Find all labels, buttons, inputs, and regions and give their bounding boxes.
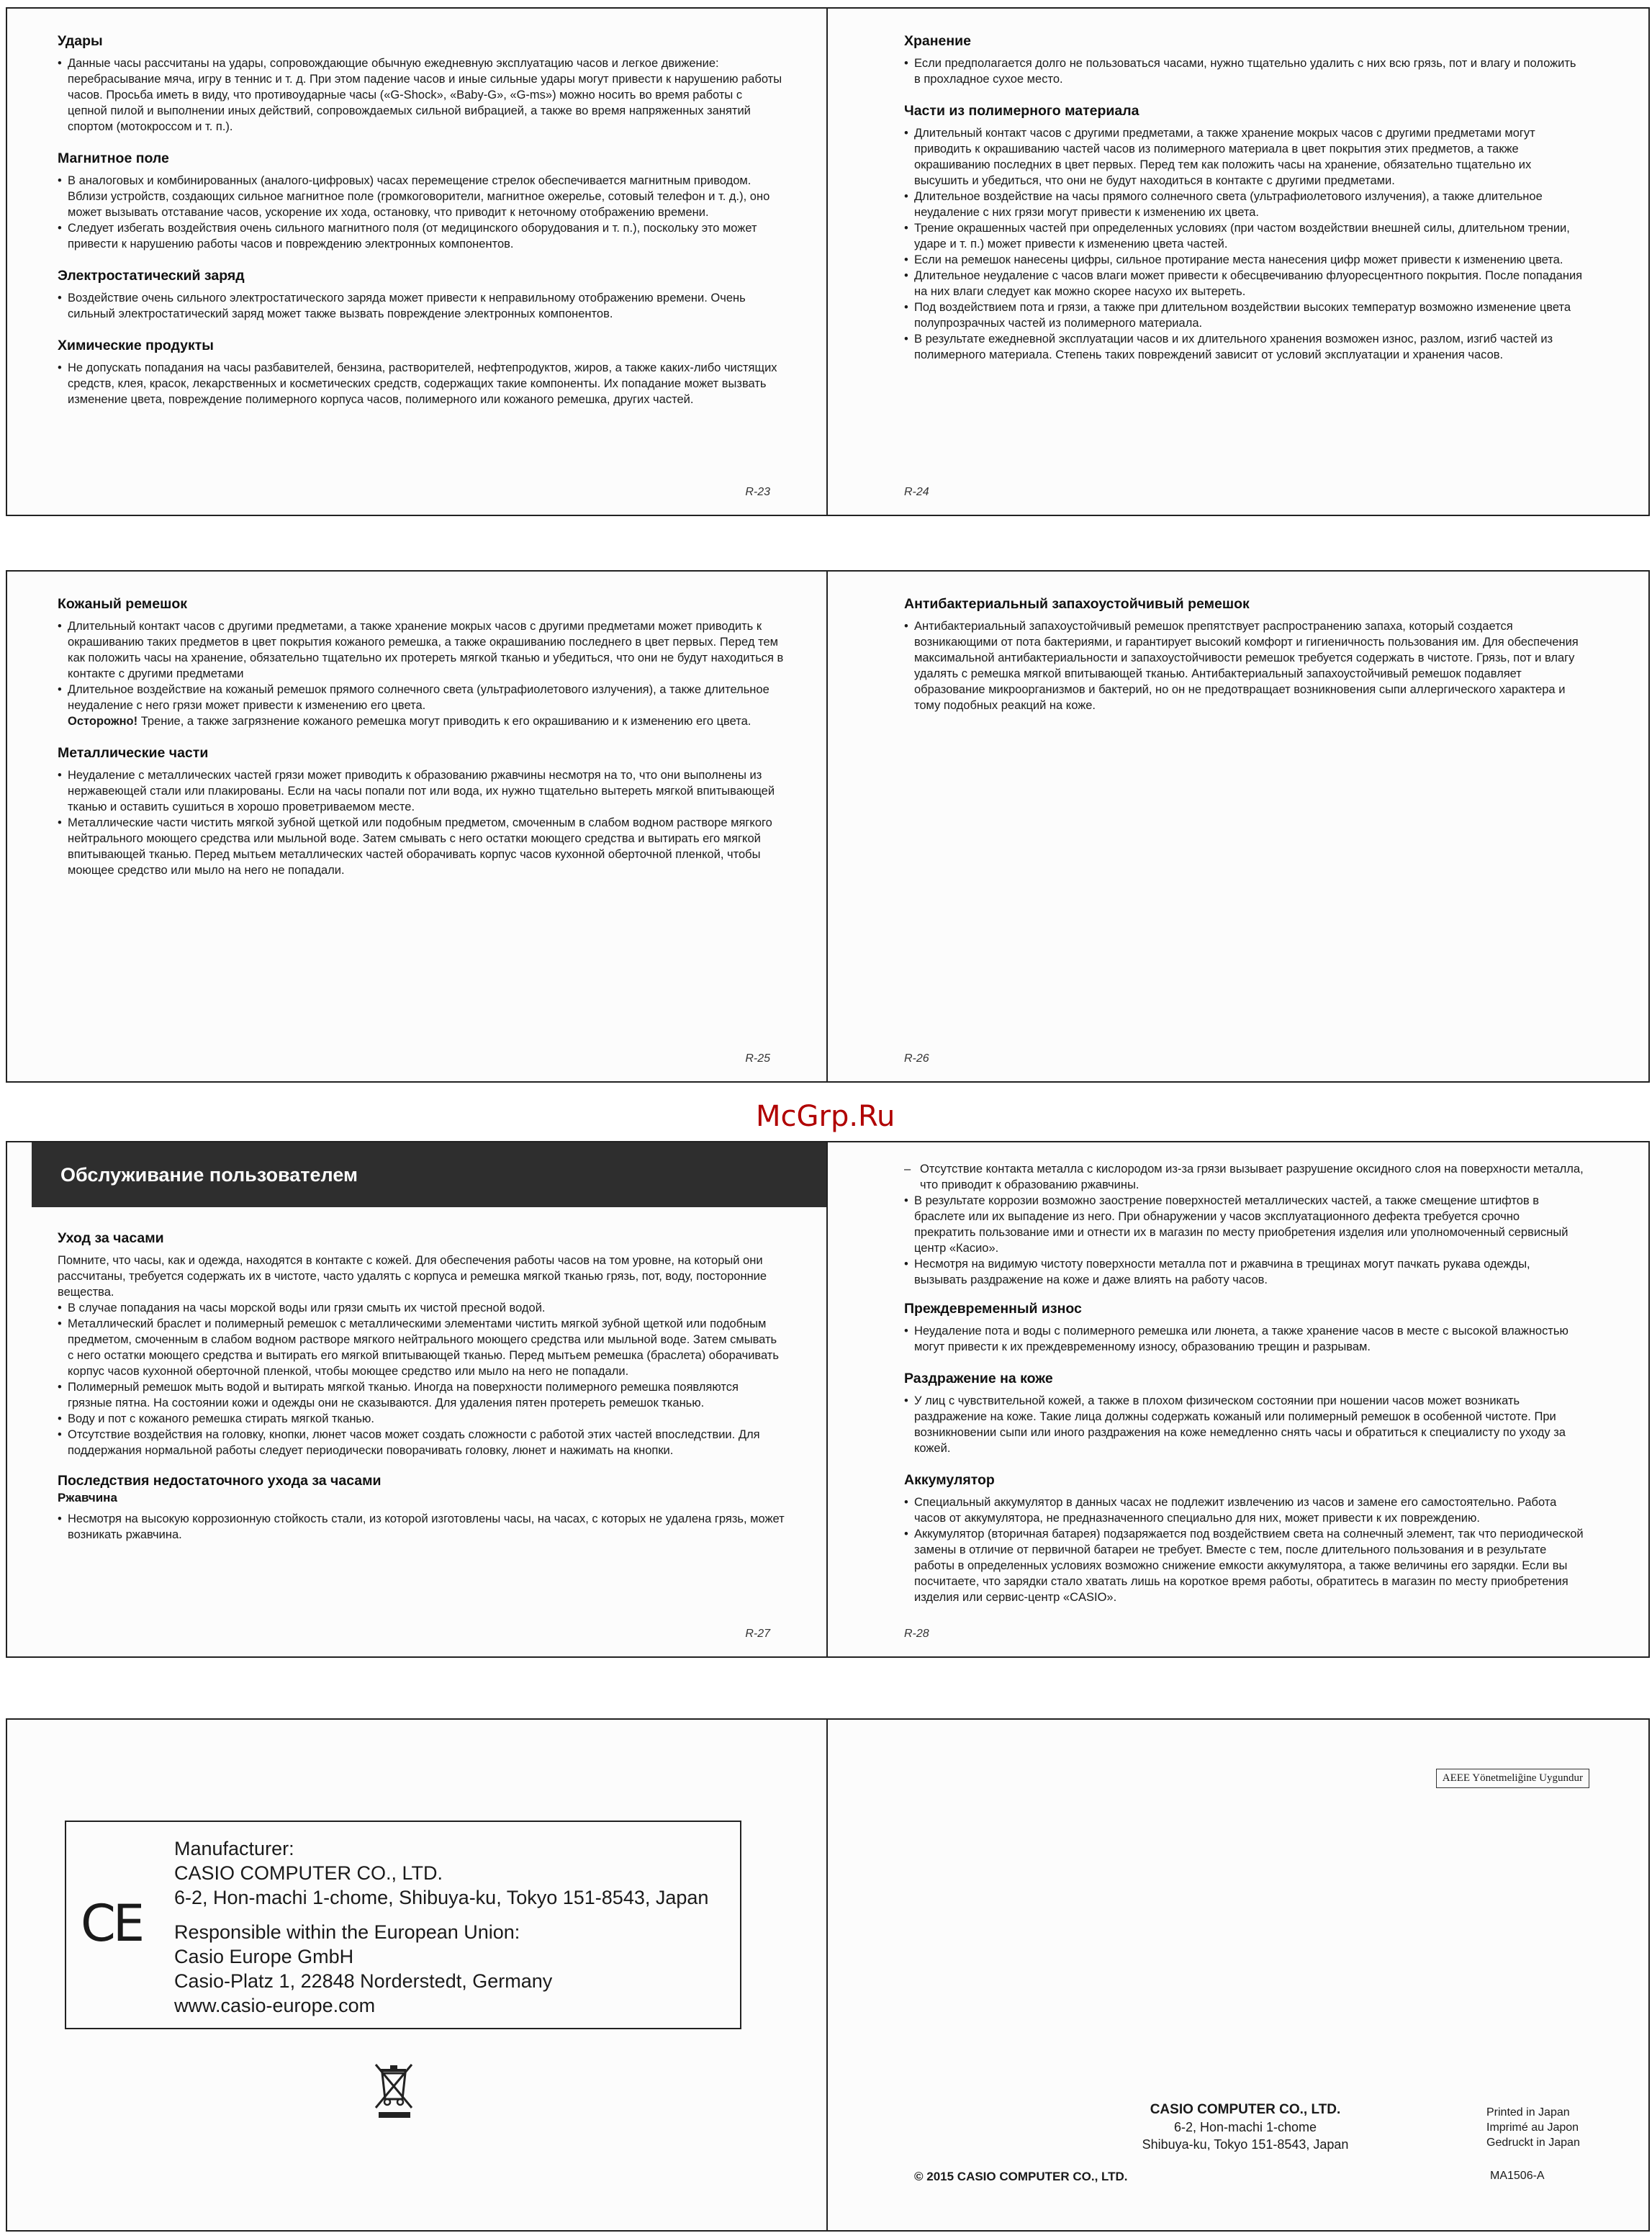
bullet-list — [904, 1494, 1584, 1605]
section-title: Металлические части — [58, 745, 209, 761]
address-line: Shibuya-ku, Tokyo 151-8543, Japan — [1142, 2137, 1349, 2152]
text-line: Casio Europe GmbH — [174, 1946, 354, 1967]
warning-text: Трение, а также загрязнение кожаного ремешка могут приводить к его окрашиванию и к изменению его цвета. — [137, 715, 751, 728]
page-r28-content — [904, 1161, 1584, 1621]
list-item: • Под воздействием пота и грязи, а также при длительном воздействии высоких температур возможно изменение цвета полупрозрачных частей из полимерного материала. — [904, 299, 1584, 331]
section-title: Кожаный ремешок — [58, 596, 187, 612]
manual-code: MA1506-A — [1490, 2170, 1545, 2182]
section — [904, 1301, 1584, 1355]
list-item: • В аналоговых и комбинированных (аналого-цифровых) часах перемещение стрелок обеспечивается магнитным приводом. Вблизи устройств, создающих сильное магнитное поле (громкоговорители, магнитное ожерелье, сотовый телефон и т. д.), оно может вызывать отставание часов, ускорение их хода, остановку, что приводит к неточному отображению времени. — [58, 173, 785, 220]
subsection-title: Ржавчина — [58, 1491, 117, 1505]
section — [58, 268, 785, 322]
list-item: – Отсутствие контакта металла с кислородом из-за грязи вызывает разрушение оксидного слоя на поверхности металла, что приводит к образованию ржавчины. — [904, 1161, 1584, 1193]
list-item: • Трение окрашенных частей при определенных условиях (при частом воздействии внешней силы, длительном трении, ударе и т. п.) может привести к изменению цвета частей. — [904, 220, 1584, 252]
bullet-list — [904, 1323, 1584, 1355]
text-line: Manufacturer: — [174, 1838, 294, 1859]
page-r26 — [826, 570, 1650, 1083]
page-number: R-25 — [745, 1052, 770, 1065]
section-title: Уход за часами — [58, 1230, 164, 1246]
page-r25 — [6, 570, 829, 1083]
list-item: • Неудаление пота и воды с полимерного ремешка или люнета, а также хранение часов в месте с высокой влажностью могут привести к их преждевременному износу, образованию трещин и разрывам. — [904, 1323, 1584, 1355]
list-item: • Металлические части чистить мягкой зубной щеткой или подобным предметом, смоченным в слабом водном растворе мягкого нейтрального моющего средства или мыльной воде. Затем смывать с него остатки моющего средства и вытирать его мягкой впитывающей тканью. Перед мытьем металлических частей оборачивать корпус часов кухонной оберточной пленкой, чтобы моющее средство или мыло на него не попадали. — [58, 815, 785, 878]
page-number: R-23 — [745, 486, 770, 498]
bullet-list — [58, 360, 785, 407]
section — [58, 150, 785, 252]
section-title: Электростатический заряд — [58, 268, 245, 284]
back-cover-right — [826, 1718, 1650, 2232]
company-address — [1087, 2101, 1404, 2153]
list-item: • Если на ремешок нанесены цифры, сильное протирание места нанесения цифр может привести к изменению цвета. — [904, 252, 1584, 268]
list-item: • Воздействие очень сильного электростатического заряда может привести к неправильному отображению времени. Очень сильный электростатический заряд может также вызвать повреждение электронных компонентов. — [58, 290, 785, 322]
section-title: Раздражение на коже — [904, 1371, 1053, 1386]
printed-line: Imprimé au Japon — [1486, 2121, 1579, 2134]
printed-line: Printed in Japan — [1486, 2106, 1570, 2119]
copyright: © 2015 CASIO COMPUTER CO., LTD. — [914, 2170, 1128, 2183]
section-title: Последствия недостаточного ухода за часами — [58, 1473, 382, 1489]
section — [904, 33, 1584, 87]
list-item — [58, 682, 785, 729]
bullet-list — [904, 55, 1584, 87]
list-item: • Следует избегать воздействия очень сильного магнитного поля (от медицинского оборудования и т. п.), поскольку это может привести к нарушению работы часов и повреждению электронных компонентов. — [58, 220, 785, 252]
page-number: R-28 — [904, 1628, 929, 1640]
bullet-list — [904, 1161, 1584, 1288]
list-item: • Полимерный ремешок мыть водой и вытирать мягкой тканью. Иногда на поверхности полимерного ремешка появляются грязные пятна. На состоянии кожи и одежды они не сказываются. Для удаления пятен протереть ремешок тканью. — [58, 1379, 785, 1411]
bullet-list — [58, 1300, 785, 1458]
list-item: • Данные часы рассчитаны на удары, сопровождающие обычную ежедневную эксплуатацию часов и легкое движение: перебрасывание мяча, игру в теннис и т. д. При этом падение часов и иные сильные удары могут привести к нарушению работы часов. Просьба иметь в виду, что противоударные часы («G-Shock», «Baby-G», «G-ms») можно носить во время работы с цепной пилой и выполнении иных действий, сопровождаемых сильной вибрацией, а также во время напряженных занятий спортом (мотокроссом и т. п.). — [58, 55, 785, 135]
manufacturer-box — [65, 1821, 741, 2029]
manufacturer-text — [174, 1836, 708, 2018]
text-line: CASIO COMPUTER CO., LTD. — [174, 1862, 443, 1884]
list-item: • Отсутствие воздействия на головку, кнопки, люнет часов может создать сложности с работой этих частей впоследствии. Для поддержания нормальной работы следует периодически поворачивать головку, люнет и нажимать на кнопки. — [58, 1427, 785, 1458]
page-r27-content — [58, 1230, 785, 1543]
list-item: • Длительное воздействие на часы прямого солнечного света (ультрафиолетового излучения), а также длительное неудаление с них грязи могут привести к изменению их цвета. — [904, 189, 1584, 220]
list-item: • Антибактериальный запахоустойчивый ремешок препятствует распространению запаха, который создается возникающими от пота бактериями, и гарантирует высокий комфорт и гигиеничность пользования им. Для обеспечения максимальной антибактериальности и запахоустойчивости ремешок требуется содержать в чистоте. Грязь, пот и влагу удалять с ремешка мягкой впитывающей тканью. Антибактериальный запахоустойчивый ремешок подавляет образование микроорганизмов и бактерий, но он не предотвращает возникновения сыпи аллергического характера и тому подобных реакций на коже. — [904, 618, 1584, 713]
page-r28-sections — [904, 1301, 1584, 1605]
text-line: www.casio-europe.com — [174, 1995, 376, 2016]
page-r25-content — [58, 596, 785, 894]
bullet-list — [58, 173, 785, 252]
section-title: Антибактериальный запахоустойчивый ремешок — [904, 596, 1250, 612]
list-item-text: Длительное воздействие на кожаный ремешок прямого солнечного света (ультрафиолетового излучения), а также длительное неудаление с него грязи может привести к изменению его цвета. — [68, 683, 769, 712]
address-line: 6-2, Hon-machi 1-chome — [1173, 2120, 1317, 2134]
page-r26-content — [904, 596, 1584, 729]
watermark: McGrp.Ru — [756, 1100, 895, 1133]
section — [904, 596, 1584, 713]
list-item: • Длительное неудаление с часов влаги может привести к обесцвечиванию флуоресцентного покрытия. После попадания на них влаги следует как можно скорее насухо их вытереть. — [904, 268, 1584, 299]
printed-line: Gedruckt in Japan — [1486, 2137, 1580, 2149]
section-title: Химические продукты — [58, 338, 214, 353]
bullet-list — [904, 125, 1584, 363]
page-r23 — [6, 7, 829, 516]
list-item: • В результате ежедневной эксплуатации часов и их длительного хранения возможен износ, разлом, изгиб частей из полимерного материала. Степень таких повреждений зависит от условий эксплуатации и хранения часов. — [904, 331, 1584, 363]
ce-mark: CE — [81, 1894, 143, 1953]
list-item: • Если предполагается долго не пользоваться часами, нужно тщательно удалить с них всю грязь, пот и влагу и положить в прохладное сухое место. — [904, 55, 1584, 87]
page-r23-content — [58, 33, 785, 423]
printed-in — [1486, 2105, 1580, 2150]
section — [904, 1472, 1584, 1605]
page-r24 — [826, 7, 1650, 516]
bullet-list — [58, 55, 785, 135]
page-r27 — [6, 1141, 829, 1658]
weee-bin-icon — [374, 2062, 415, 2119]
bullet-list — [58, 1511, 785, 1543]
bullet-list — [58, 290, 785, 322]
bullet-list — [904, 618, 1584, 713]
text-line: Responsible within the European Union: — [174, 1921, 520, 1943]
section-title: Аккумулятор — [904, 1472, 995, 1488]
section-title: Части из полимерного материала — [904, 103, 1139, 119]
page-r24-content — [904, 33, 1584, 379]
company-name: CASIO COMPUTER CO., LTD. — [1150, 2102, 1341, 2117]
list-item: • Металлический браслет и полимерный ремешок с металлическими элементами чистить мягкой зубной щеткой или подобным предметом, смоченным в слабом водном растворе мягкого нейтрального моющего средства или мыльной воде. Затем смывать с него остатки моющего средства и вытирать его мягкой впитывающей тканью. Перед мытьем ремешка (браслета) оборачивать корпус часов кухонной оберточной пленкой, чтобы моющее средство или мыло на него не попадали. — [58, 1316, 785, 1379]
section-metal-parts — [58, 745, 785, 878]
section-title: Хранение — [904, 33, 971, 49]
list-item: • Воду и пот с кожаного ремешка стирать мягкой тканью. — [58, 1411, 785, 1427]
page-number: R-24 — [904, 486, 929, 498]
list-item: • Длительный контакт часов с другими предметами, а также хранение мокрых часов с другими предметами могут приводить к окрашиванию частей часов из полимерного материала в цвет покрытия этих предметов, а также окрашиванию последних в цвет первых. Перед тем как положить часы на хранение, обязательно тщательно их высушить и убедиться, что они не будут находиться в контакте с другими предметами. — [904, 125, 1584, 189]
bullet-list — [58, 618, 785, 729]
bullet-list — [904, 1393, 1584, 1456]
list-item: • У лиц с чувствительной кожей, а также в плохом физическом состоянии при ношении часов может возникать раздражение на коже. Такие лица должны содержать кожаный или полимерный ремешок в особенной чистоте. При возникновении сыпи или иного раздражения на коже немедленно снять часы и обратиться к специалисту по уходу за кожей. — [904, 1393, 1584, 1456]
page-number: R-27 — [745, 1628, 770, 1640]
section — [58, 338, 785, 407]
section-title: Магнитное поле — [58, 150, 169, 166]
text-line: 6-2, Hon-machi 1-chome, Shibuya-ku, Tokyo 151-8543, Japan — [174, 1887, 709, 1908]
page-number: R-26 — [904, 1052, 929, 1065]
aeee-compliance-label: AEEE Yönetmeliğine Uygundur — [1436, 1769, 1589, 1788]
list-item: • Аккумулятор (вторичная батарея) подзаряжается под воздействием света на солнечный элемент, так что периодической замены в отличие от первичной батареи не требует. Вместе с тем, после длительного пользования и в результате работы в определенных условиях возможно снижение емкости аккумулятора, а также величины его зарядки. Если вы посчитаете, что зарядки стало хватать лишь на короткое время работы, обратитесь в магазин по месту приобретения изделия или сервис-центр «CASIO». — [904, 1526, 1584, 1605]
text-line: Casio-Platz 1, 22848 Norderstedt, Germany — [174, 1970, 553, 1992]
page-r28 — [826, 1141, 1650, 1658]
section — [904, 1371, 1584, 1456]
list-item: • Неудаление с металлических частей грязи может приводить к образованию ржавчины несмотря на то, что они выполнены из нержавеющей стали или плакированы. Если на часы попали пот или вода, их нужно тщательно вытереть мягкой впитывающей тканью и оставить сушиться в хорошо проветриваемом месте. — [58, 767, 785, 815]
list-item: • В результате коррозии возможно заострение поверхностей металлических частей, а также смещение штифтов в браслете или их выпадение из него. При обнаружении у часов эксплуатационного дефекта требуется срочно прекратить пользование ими и отнести их в магазин по месту приобретения изделия или уполномоченный сервисный центр «Касио». — [904, 1193, 1584, 1256]
bullet-list — [58, 767, 785, 878]
section-title: Преждевременный износ — [904, 1301, 1082, 1317]
list-item: • Специальный аккумулятор в данных часах не подлежит извлечению из часов и замене его самостоятельно. Работа часов от аккумулятора, не предназначенного специально для них, может привести к их повреждению. — [904, 1494, 1584, 1526]
list-item: • Не допускать попадания на часы разбавителей, бензина, растворителей, нефтепродуктов, жиров, а также каких-либо чистящих средств, клея, красок, лекарственных и косметических средств, содержащих такие компоненты. Их попадание может вызвать изменение цвета, повреждение полимерного корпуса часов, полимерного или кожаного ремешка, других частей. — [58, 360, 785, 407]
list-item: • Несмотря на видимую чистоту поверхности металла пот и ржавчина в трещинах могут пачкать рукава одежды, вызывать раздражение на коже и даже влиять на работу часов. — [904, 1256, 1584, 1288]
list-item: • Длительный контакт часов с другими предметами, а также хранение мокрых часов с другими предметами может приводить к окрашиванию таких предметов в цвет покрытия кожаного ремешка, а также окрашиванию последнего в цвет первых. Перед тем как положить часы на хранение, обязательно тщательно их протереть мягкой тканью и убедиться, что они не будут находиться в контакте с другими предметами — [58, 618, 785, 682]
section-title: Удары — [58, 33, 103, 49]
section-leather-strap — [58, 596, 785, 729]
warning-label: Осторожно! — [68, 715, 138, 728]
section-banner: Обслуживание пользователем — [32, 1142, 828, 1207]
section — [904, 103, 1584, 363]
back-cover-left — [6, 1718, 829, 2232]
list-item: • Несмотря на высокую коррозионную стойкость стали, из которой изготовлены часы, на часах, с которых не удалена грязь, может возникать ржавчина. — [58, 1511, 785, 1543]
section — [58, 33, 785, 135]
list-item: • В случае попадания на часы морской воды или грязи смыть их чистой пресной водой. — [58, 1300, 785, 1316]
intro-paragraph: Помните, что часы, как и одежда, находятся в контакте с кожей. Для обеспечения работы часов на том уровне, на который они рассчитаны, требуется содержать их в чистоте, часто удалять с корпуса и ремешка мягкой тканью грязь, пот, воду, посторонние вещества. — [58, 1254, 767, 1299]
